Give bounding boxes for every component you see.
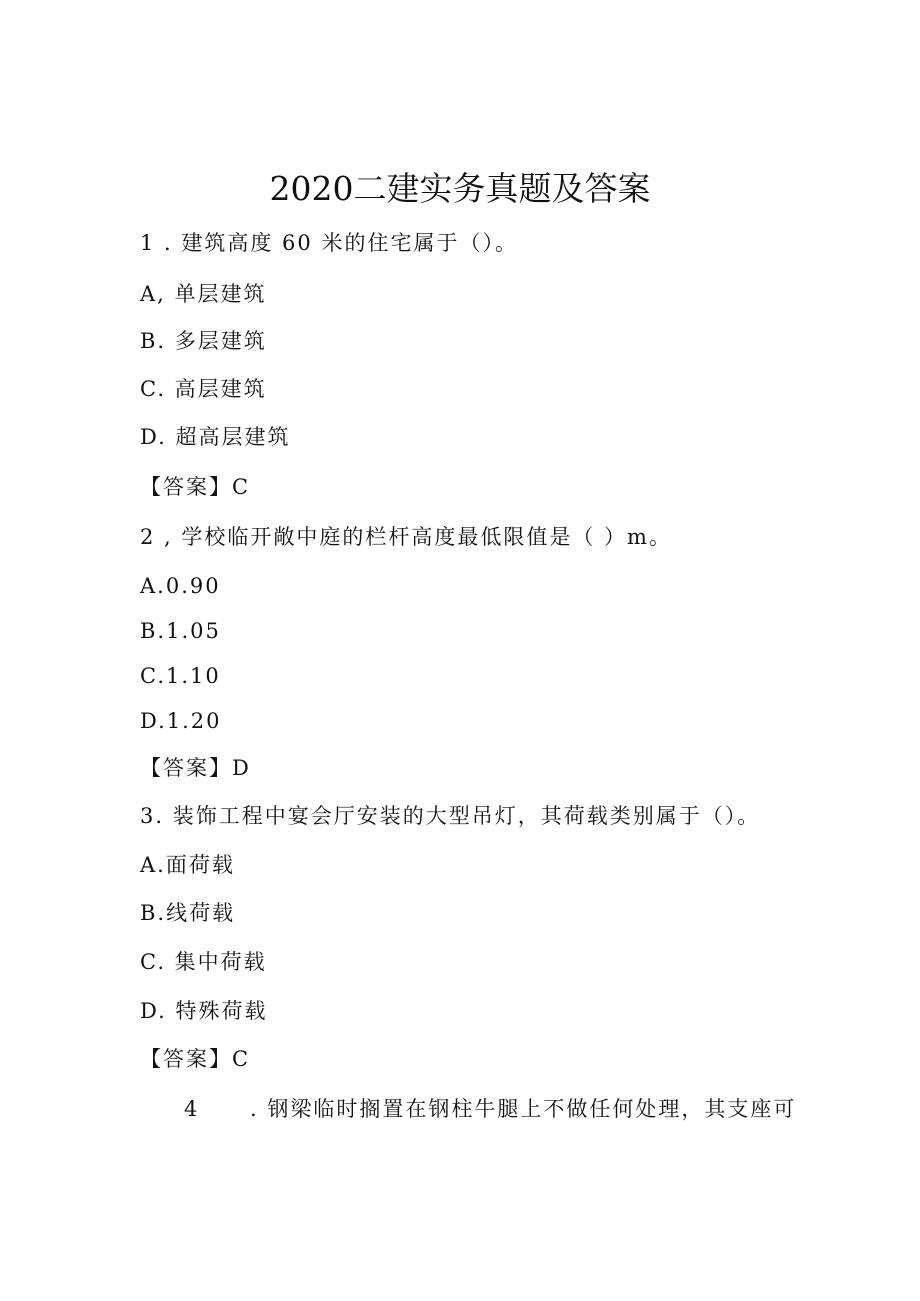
question-3-stem: 3. 装饰工程中宴会厅安装的大型吊灯，其荷载类别属于（）。 <box>140 804 761 828</box>
question-1-answer: 【答案】C <box>140 475 251 499</box>
question-3-answer: 【答案】C <box>140 1047 251 1071</box>
question-4-number: 4 <box>184 1097 198 1121</box>
question-1-option-c: C. 高层建筑 <box>140 377 267 401</box>
page-title: 2020二建实务真题及答案 <box>269 169 651 208</box>
question-1-option-b: B. 多层建筑 <box>140 329 267 353</box>
question-2-option-b: B.1.05 <box>140 619 221 643</box>
question-3-option-b: B.线荷载 <box>140 901 236 925</box>
question-2-option-c: C.1.10 <box>140 664 221 688</box>
question-2-stem: 2 , 学校临开敞中庭的栏杆高度最低限值是（ ）m。 <box>140 525 672 549</box>
question-1-option-a: A, 单层建筑 <box>140 282 267 306</box>
question-1-option-d: D. 超高层建筑 <box>140 425 291 449</box>
question-2-answer: 【答案】D <box>140 756 251 780</box>
question-3-option-c: C. 集中荷载 <box>140 950 267 974</box>
question-1-stem: 1 . 建筑高度 60 米的住宅属于（）。 <box>140 231 518 255</box>
question-2-option-a: A.0.90 <box>140 574 221 598</box>
question-3-option-a: A.面荷载 <box>140 853 235 877</box>
question-4-stem: . 钢梁临时搁置在钢柱牛腿上不做任何处理，其支座可 <box>250 1097 797 1121</box>
question-3-option-d: D. 特殊荷载 <box>140 999 268 1023</box>
question-2-option-d: D.1.20 <box>140 709 222 733</box>
